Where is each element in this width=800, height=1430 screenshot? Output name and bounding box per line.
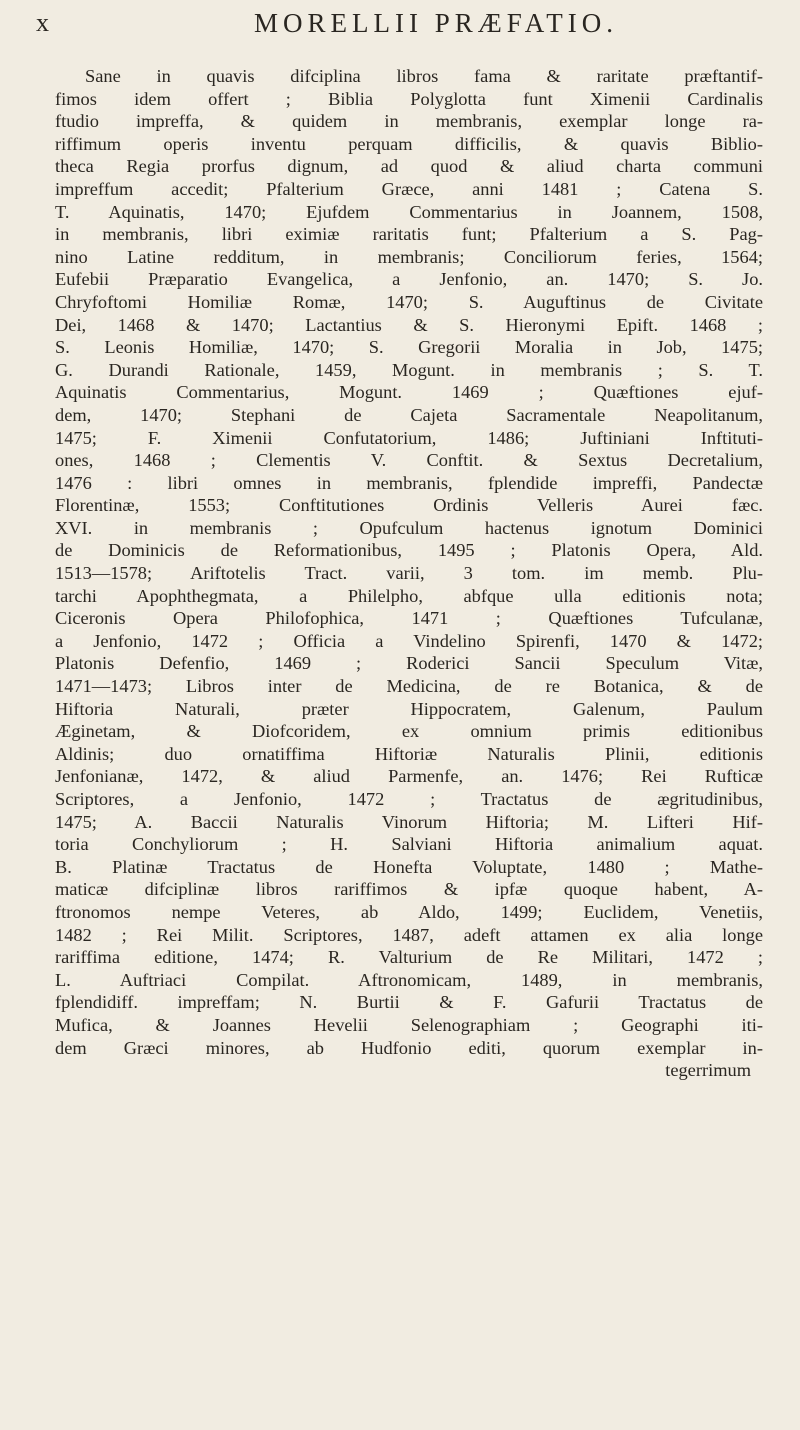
text-line: Chryfoftomi Homiliæ Romæ, 1470; S. Auguftinus de Civitate <box>55 291 763 312</box>
text-line: Eufebii Præparatio Evangelica, a Jenfonio, an. 1470; S. Jo. <box>55 269 763 290</box>
page-number: x <box>36 8 50 37</box>
page-header <box>36 8 776 48</box>
text-line: Scriptores, a Jenfonio, 1472 ; Tractatus de ægritudinibus, <box>55 789 763 809</box>
text-line: S. Leonis Homiliæ, 1470; S. Gregorii Moralia in Job, 1475; <box>55 337 763 358</box>
text-line: Florentinæ, 1553; Conftitutiones Ordinis Velleris Aurei fæc. <box>55 495 763 516</box>
body-paragraph <box>55 65 763 1082</box>
text-line: Sane in quavis difciplina libros fama & raritate præftantif- <box>85 66 763 86</box>
text-line: rariffima editione, 1474; R. Valturium de Re Militari, 1472 ; <box>55 947 763 968</box>
text-line: ftudio impreffa, & quidem in membranis, exemplar longe ra- <box>55 111 763 132</box>
text-line: riffimum operis inventu perquam difficilis, & quavis Biblio- <box>55 133 763 154</box>
text-line: de Dominicis de Reformationibus, 1495 ; Platonis Opera, Ald. <box>55 540 763 561</box>
text-line: ftronomos nempe Veteres, ab Aldo, 1499; Euclidem, Venetiis, <box>55 901 763 922</box>
text-line: nino Latine redditum, in membranis; Conciliorum feries, 1564; <box>55 246 763 267</box>
text-line: 1475; F. Ximenii Confutatorium, 1486; Juftiniani Inftituti- <box>55 427 763 448</box>
text-line: Dei, 1468 & 1470; Lactantius & S. Hieronymi Epift. 1468 ; <box>55 314 763 335</box>
text-line: theca Regia prorfus dignum, ad quod & aliud charta communi <box>55 156 763 177</box>
text-line: a Jenfonio, 1472 ; Officia a Vindelino Spirenfi, 1470 & 1472; <box>55 630 763 651</box>
text-line: Aldinis; duo ornatiffima Hiftoriæ Naturalis Plinii, editionis <box>55 743 763 764</box>
text-line: Platonis Defenfio, 1469 ; Roderici Sancii Speculum Vitæ, <box>55 653 763 674</box>
text-line: Hiftoria Naturali, præter Hippocratem, Galenum, Paulum <box>55 698 763 719</box>
text-line: Æginetam, & Diofcoridem, ex omnium primis editionibus <box>55 721 763 742</box>
text-line: tegerrimum <box>665 1060 751 1081</box>
text-line: Ciceronis Opera Philofophica, 1471 ; Quæftiones Tufculanæ, <box>55 608 763 629</box>
text-line: maticæ difciplinæ libros rariffimos & ipfæ quoque habent, A- <box>55 879 763 900</box>
text-line: XVI. in membranis ; Opufculum hactenus ignotum Dominici <box>55 517 763 538</box>
text-line: Jenfonianæ, 1472, & aliud Parmenfe, an. 1476; Rei Rufticæ <box>55 766 763 787</box>
text-line: dem, 1470; Stephani de Cajeta Sacramentale Neapolitanum, <box>55 404 763 425</box>
text-line: in membranis, libri eximiæ raritatis funt; Pfalterium a S. Pag- <box>55 224 763 245</box>
text-line: 1476 : libri omnes in membranis, fplendide impreffi, Pandectæ <box>55 472 763 493</box>
text-line: L. Auftriaci Compilat. Aftronomicam, 1489, in membranis, <box>55 969 763 990</box>
text-line: Mufica, & Joannes Hevelii Selenographiam ; Geographi iti- <box>55 1014 763 1035</box>
text-line: 1513—1578; Ariftotelis Tract. varii, 3 tom. im memb. Plu- <box>55 563 763 584</box>
text-line: toria Conchyliorum ; H. Salviani Hiftoria animalium aquat. <box>55 834 763 855</box>
text-line: B. Platinæ Tractatus de Honefta Voluptate, 1480 ; Mathe- <box>55 856 763 877</box>
text-line: G. Durandi Rationale, 1459, Mogunt. in membranis ; S. T. <box>55 359 763 380</box>
text-line: 1482 ; Rei Milit. Scriptores, 1487, adeft attamen ex alia longe <box>55 924 763 945</box>
running-title: MORELLII PRÆFATIO. <box>253 8 618 38</box>
text-line: fplendidiff. impreffam; N. Burtii & F. Gafurii Tractatus de <box>55 992 763 1013</box>
text-line: T. Aquinatis, 1470; Ejufdem Commentarius in Joannem, 1508, <box>55 201 763 222</box>
text-line: dem Græci minores, ab Hudfonio editi, quorum exemplar in- <box>55 1037 763 1058</box>
text-line: 1475; A. Baccii Naturalis Vinorum Hiftoria; M. Lifteri Hif- <box>55 811 763 832</box>
text-line: tarchi Apophthegmata, a Philelpho, abfque ulla editionis nota; <box>55 585 763 606</box>
text-line: fimos idem offert ; Biblia Polyglotta funt Ximenii Cardinalis <box>55 88 763 109</box>
text-line: 1471—1473; Libros inter de Medicina, de re Botanica, & de <box>55 676 763 697</box>
text-line: impreffum accedit; Pfalterium Græce, anni 1481 ; Catena S. <box>55 178 763 199</box>
text-line: ones, 1468 ; Clementis V. Conftit. & Sextus Decretalium, <box>55 450 763 471</box>
text-line: Aquinatis Commentarius, Mogunt. 1469 ; Quæftiones ejuf- <box>55 382 763 403</box>
